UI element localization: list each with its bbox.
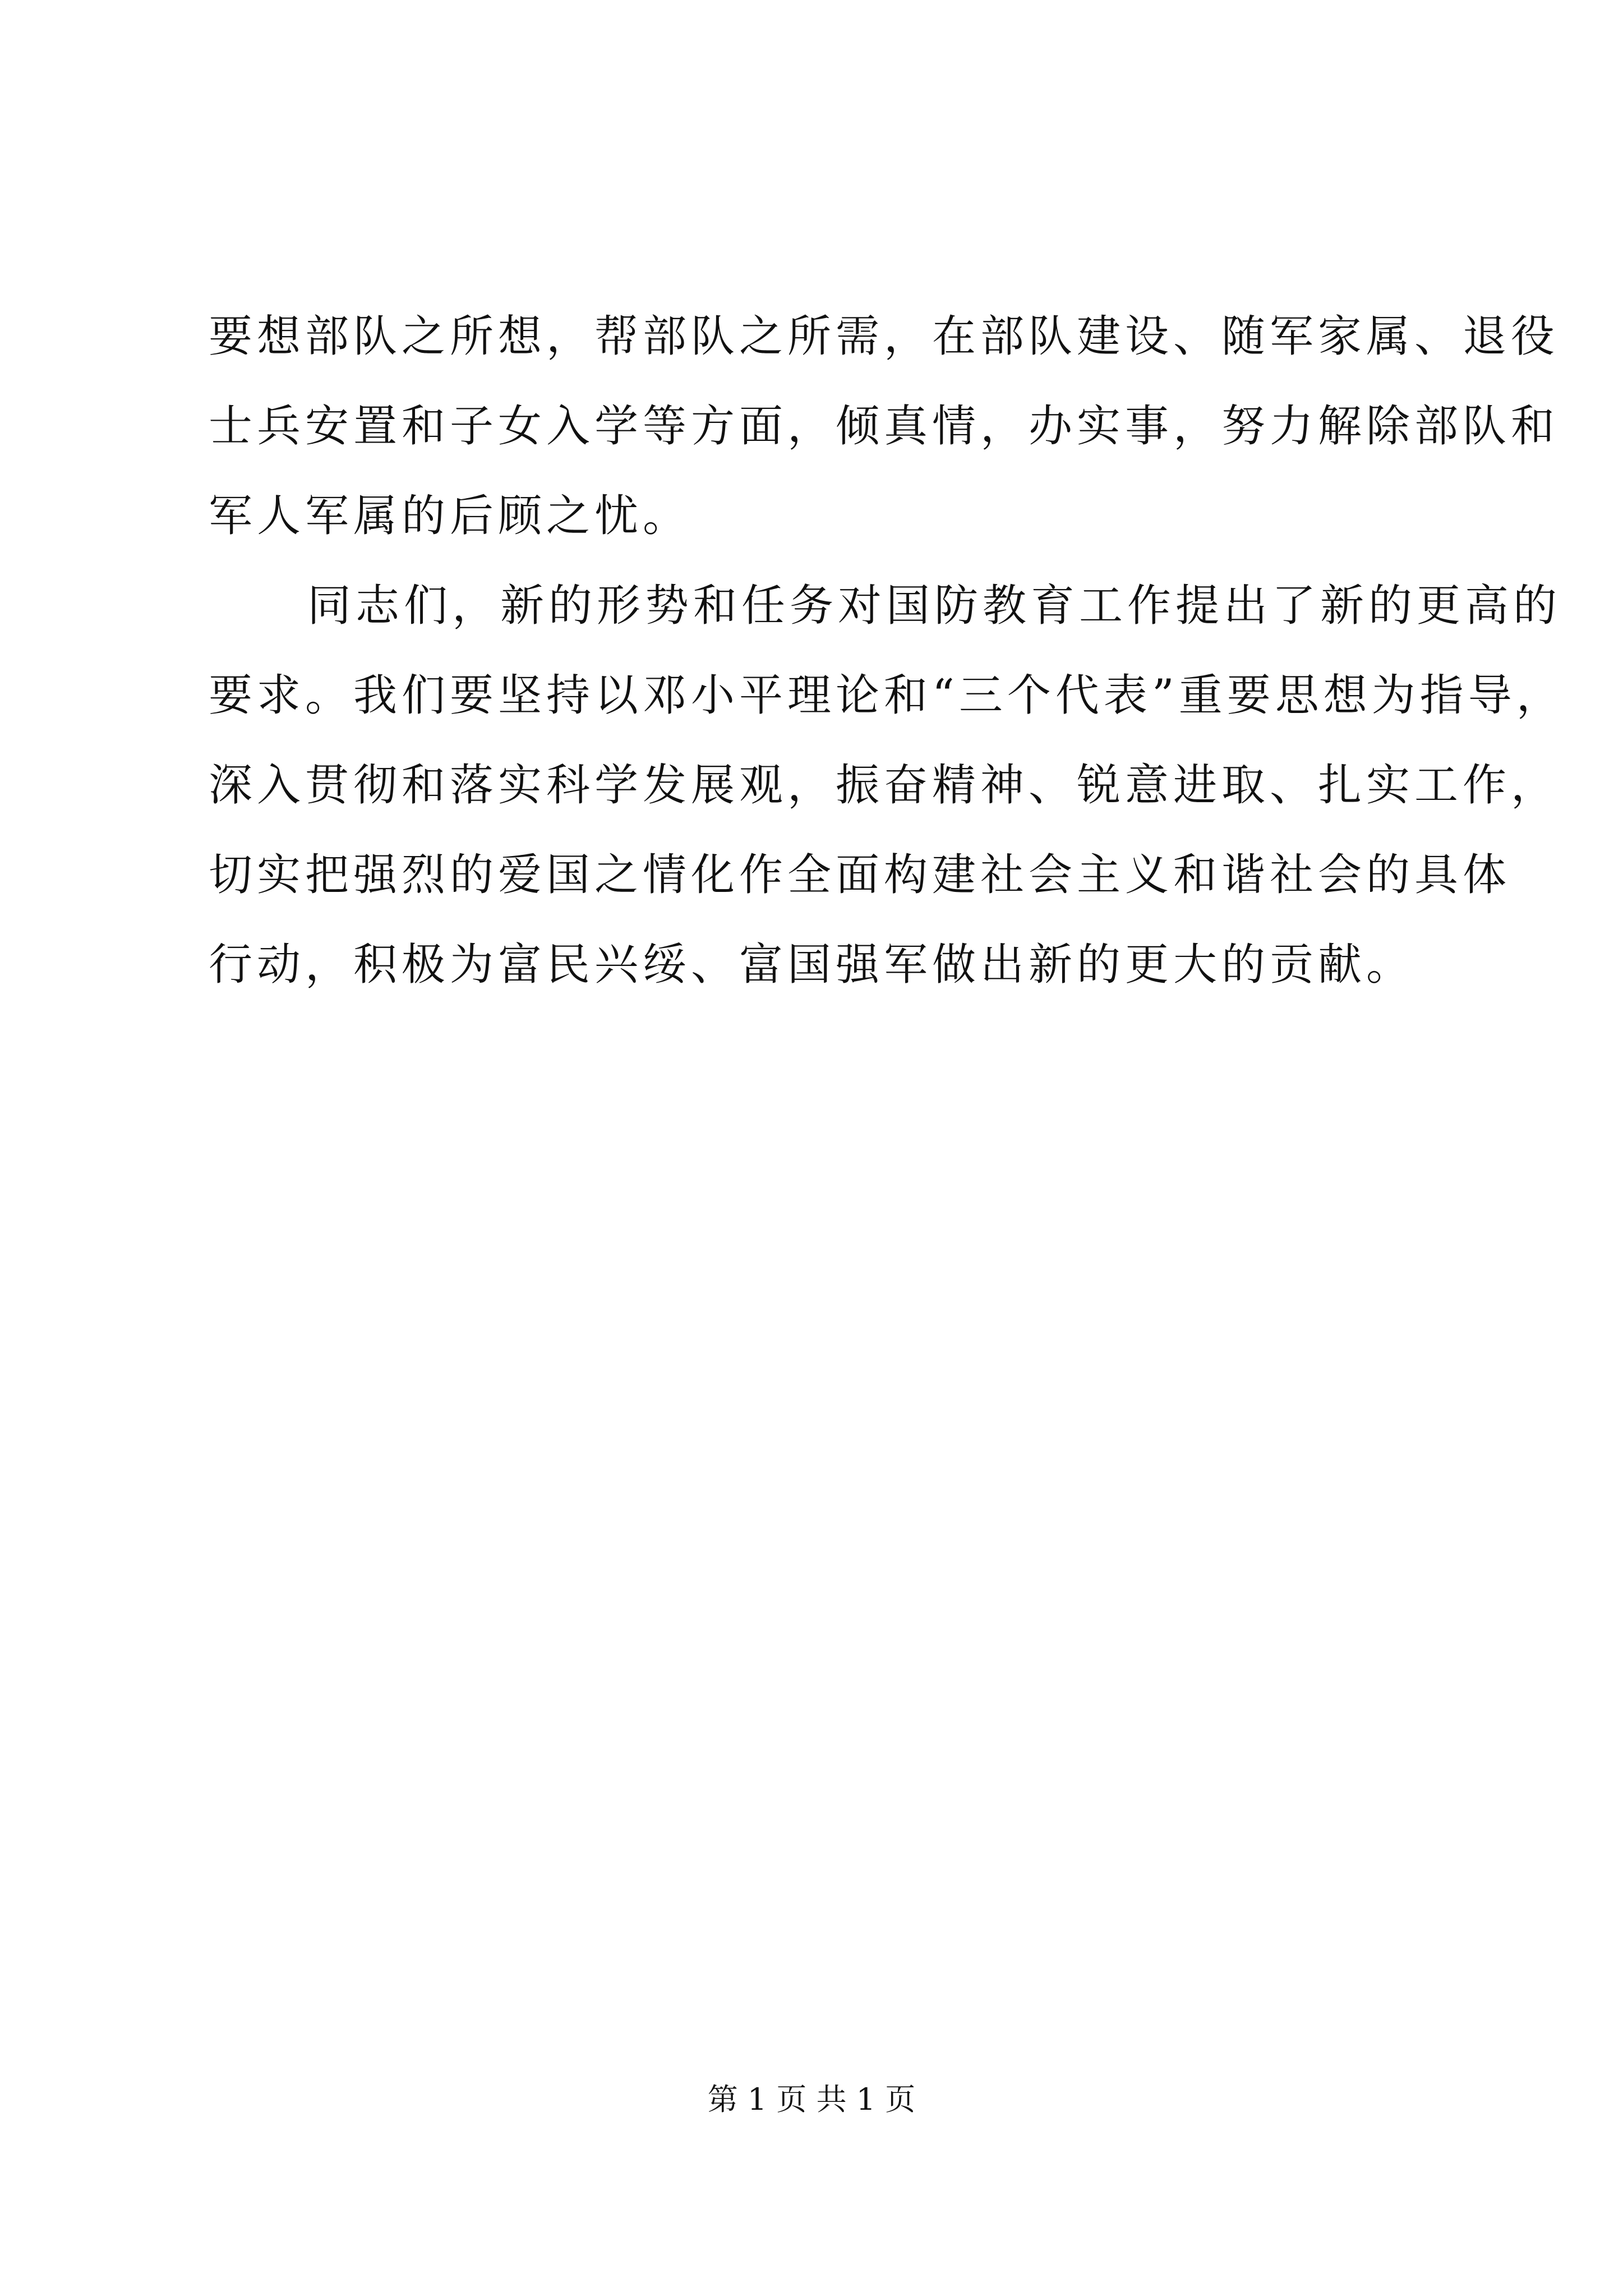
paragraph-line: 要想部队之所想，帮部队之所需，在部队建设、随军家属、退役 bbox=[209, 311, 1560, 362]
paragraph-line: 深入贯彻和落实科学发展观，振奋精神、锐意进取、扎实工作， bbox=[209, 760, 1560, 811]
paragraph-1 bbox=[209, 292, 1560, 561]
document-body bbox=[209, 292, 1565, 1010]
page-number-footer: 第 1 页 共 1 页 bbox=[707, 2082, 916, 2117]
paragraph-line: 士兵安置和子女入学等方面，倾真情，办实事，努力解除部队和 bbox=[209, 401, 1560, 452]
paragraph-2 bbox=[209, 561, 1565, 1010]
paragraph-line: 要求。我们要坚持以邓小平理论和“三个代表”重要思想为指导， bbox=[209, 670, 1565, 721]
paragraph-line: 同志们，新的形势和任务对国防教育工作提出了新的更高的 bbox=[307, 581, 1562, 631]
paragraph-line: 军人军属的后顾之忧。 bbox=[209, 491, 691, 541]
paragraph-line: 行动，积极为富民兴绥、富国强军做出新的更大的贡献。 bbox=[209, 940, 1415, 990]
paragraph-line: 切实把强烈的爱国之情化作全面构建社会主义和谐社会的具体 bbox=[209, 850, 1511, 900]
